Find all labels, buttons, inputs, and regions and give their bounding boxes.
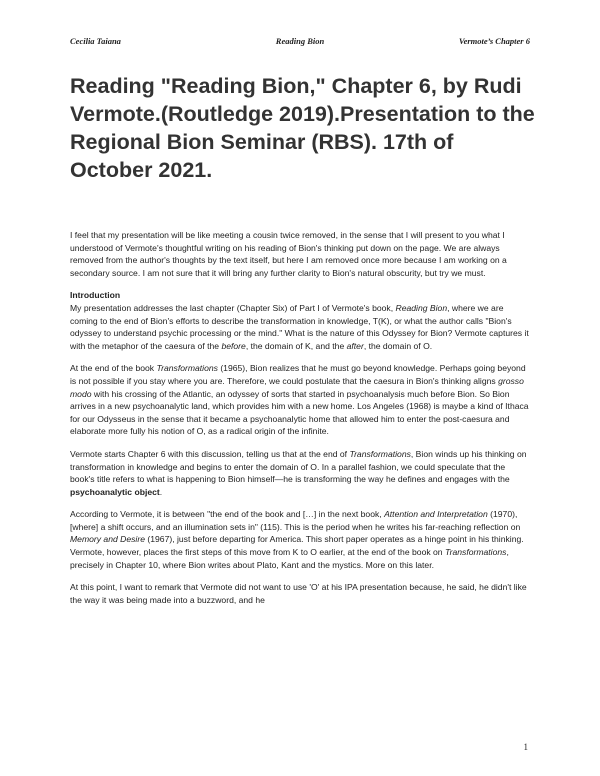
text-run: According to Vermote, it is between "the end of the book and […] in the next book, — [70, 509, 385, 520]
document-title: Reading "Reading Bion," Chapter 6, by Rudi Vermote.(Routledge 2019).Presentation to the Regional Bion Seminar (RBS). 17th of October 2021. — [70, 74, 535, 182]
text-run: , Bion winds up his thinking on transformation in knowledge and begins to enter the domain of O. In a parallel fashion, we could speculate that the book's title refers to what is happening to Bion himself—he is transforming the way he defines and engages with the — [70, 448, 527, 485]
paragraph-transformations — [70, 362, 532, 438]
italic-text: before — [221, 340, 246, 351]
text-run: , the domain of K, and the — [245, 340, 347, 351]
running-header — [70, 36, 530, 50]
text-run: Vermote starts Chapter 6 with this discussion, telling us that at the end of — [70, 448, 350, 459]
bold-text: psychoanalytic object — [70, 486, 160, 497]
page-number: 1 — [523, 742, 528, 752]
document-body — [70, 229, 532, 616]
section-heading-introduction: Introduction — [70, 290, 121, 301]
italic-text: after — [346, 340, 364, 351]
italic-text: Attention and Interpretation — [384, 509, 488, 520]
text-run: , where we are coming to the end of Bion's efforts to describe the transformation in knowledge, T(K), or what the author calls "Bion's odyssey to understand psychic processing or the mind." What is the nature of this Odyssey for Bion? Vermote captures it with the metaphor of the caesura of the — [70, 302, 529, 351]
paragraph-introduction — [70, 289, 532, 352]
header-chapter: Vermote’s Chapter 6 — [458, 36, 530, 46]
text-run: . — [159, 486, 163, 497]
text-run: (1967), just before departing for America. This short paper operates as a hinge point in his thinking. Vermote, however, places the first steps of this move from K to O earlier, at the end of the book on — [70, 534, 524, 558]
italic-text: grosso modo — [70, 375, 524, 399]
paragraph-chapter-six — [70, 448, 532, 498]
text-run: (1965), Bion realizes that he must go beyond knowledge. Perhaps going beyond is not possible if you stay where you are. Therefore, we could postulate that the caesura in Bion's thinking aligns — [70, 363, 526, 386]
paragraph-attention-interpretation — [70, 508, 532, 571]
text-run: At the end of the book — [70, 363, 157, 374]
italic-text: Memory and Desire — [70, 534, 145, 545]
italic-text: Transformations — [444, 547, 507, 558]
text-run: My presentation addresses the last chapter (Chapter Six) of Part I of Vermote's book, — [70, 302, 396, 313]
text-run: with his crossing of the Atlantic, an odyssey of sorts that started in psychoanalysis much before Bion. So Bion arrives in a new psychoanalytic land, which provides him with a new home. Los Angeles (1968) is maybe a kind of Ithaca for our Odysseus in the sense that it became a psychoanalytic home that allowed him to enter the post-caesura and elaborate more fully his notion of O, as a radical origin of the infinite. — [70, 388, 529, 437]
paragraph-ipa-remark: At this point, I want to remark that Vermote did not want to use 'O' at his IPA presentation because, he said, he didn't like the way it was being made into a buzzword, and he — [70, 582, 527, 605]
text-run: , precisely in Chapter 10, where Bion writes about Plato, Kant and the mystics. More on this later. — [70, 547, 509, 570]
italic-text: Transformations — [156, 363, 218, 374]
text-run: , the domain of O. — [363, 340, 433, 351]
text-run: (1970), [where] a shift occurs, and an illumination sets in" (115). This is the period when he writes his far-reaching reflection on — [70, 509, 521, 532]
italic-text: Reading Bion — [395, 302, 448, 313]
header-book-title: Reading Bion — [275, 36, 325, 46]
italic-text: Transformations — [349, 448, 411, 459]
paragraph-opening: I feel that my presentation will be like meeting a cousin twice removed, in the sense that I will present to you what I understood of Vermote's thoughtful writing on his reading of Bion's thinking put down on the page. We are always removed from the author's thoughts by the text itself, but here I am removed once more because I am working on a secondary source. I am not sure that it will bring any further clarity to Bion's natural obscurity, but try we must. — [70, 230, 507, 278]
header-author: Cecilia Taiana — [70, 36, 121, 46]
